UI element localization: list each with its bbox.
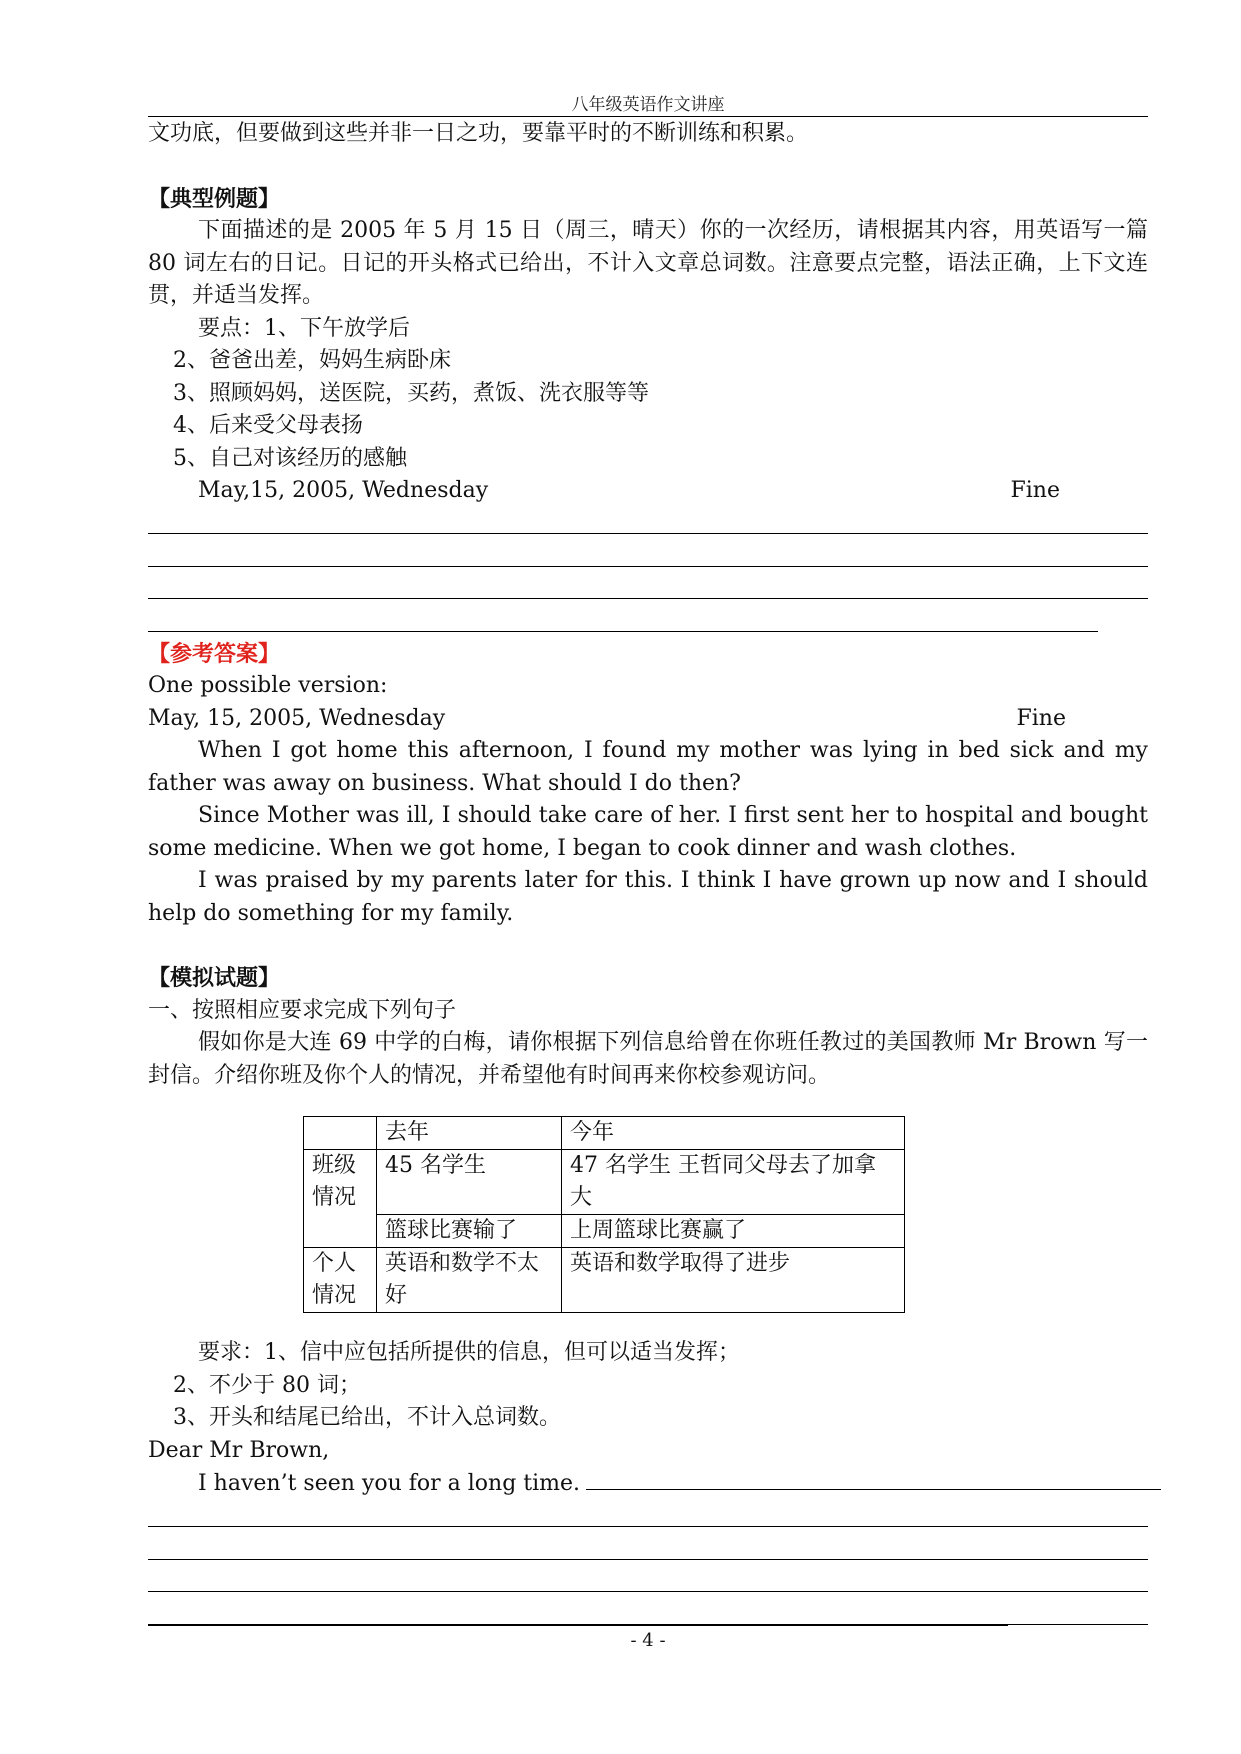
example-prompt: 下面描述的是 2005 年 5 月 15 日（周三，晴天）你的一次经历，请根据其内容，用英语写一篇 80 词左右的日记。日记的开头格式已给出，不计入文章总词数。注意要点完整，语法正确，上下文连贯，并适当发挥。: [148, 218, 1148, 308]
answer-diary-weather: Fine: [1016, 705, 1066, 731]
example-diary-header: [148, 475, 1148, 508]
requirement-3: 3、开头和结尾已给出，不计入总词数。: [173, 1405, 561, 1430]
intro-line: 文功底，但要做到这些并非一日之功，要靠平时的不断训练和积累。: [148, 121, 809, 146]
answer-blank-line[interactable]: [148, 605, 1148, 638]
answer-paragraph: I was praised by my parents later for this. I think I have grown up now and I should help do something for my family.: [148, 868, 1148, 926]
example-point-1: 要点：1、下午放学后: [198, 315, 410, 341]
answer-blank-line[interactable]: [148, 540, 1148, 573]
table-cell: 45 名学生: [377, 1150, 562, 1215]
requirement-1: 要求：1、信中应包括所提供的信息，但可以适当发挥；: [198, 1340, 740, 1365]
table-cell: 上周篮球比赛赢了: [562, 1215, 905, 1248]
footer-rule: [148, 1624, 1008, 1626]
answer-heading: 【参考答案】: [148, 640, 281, 667]
example-point-3: 3、照顾妈妈，送医院，买药，煮饭、洗衣服等等: [173, 380, 649, 406]
page-number: - 4 -: [630, 1630, 666, 1651]
table-cell: 篮球比赛输了: [377, 1215, 562, 1248]
table-row: [304, 1215, 905, 1248]
table-row: [304, 1248, 905, 1313]
table-col-header-last-year: 去年: [377, 1117, 562, 1150]
spacer: [148, 930, 1148, 962]
writing-blank[interactable]: [586, 1467, 1161, 1490]
answer-blank-line[interactable]: [148, 573, 1148, 606]
answer-diary-date: May, 15, 2005, Wednesday: [148, 705, 446, 731]
example-diary-weather: Fine: [1010, 478, 1060, 503]
answer-version-label: One possible version:: [148, 673, 388, 698]
example-point-4: 4、后来受父母表扬: [173, 413, 363, 438]
page-header-title: 八年级英语作文讲座: [571, 95, 725, 115]
answer-paragraph: When I got home this afternoon, I found my mother was lying in bed sick and my father was away on business. What should I do then?: [148, 738, 1148, 796]
example-heading: 【典型例题】: [148, 185, 281, 212]
example-point-5: 5、自己对该经历的感触: [173, 445, 407, 471]
header-rule: [148, 116, 1148, 117]
writing-blank-line[interactable]: [148, 1566, 1148, 1599]
requirement-2: 2、不少于 80 词；: [173, 1372, 361, 1398]
table-corner-cell: [304, 1117, 377, 1150]
mock-prompt: 假如你是大连 69 中学的白梅，请你根据下列信息给曾在你班任教过的美国教师 Mr Brown 写一封信。介绍你班及你个人的情况，并希望他有时间再来你校参观访问。: [148, 1030, 1148, 1088]
writing-blank-line[interactable]: [148, 1501, 1148, 1534]
table-row-label-personal: 个人情况: [304, 1248, 377, 1313]
table-col-header-this-year: 今年: [562, 1117, 905, 1150]
answer-blank-line[interactable]: [148, 508, 1148, 541]
mock-heading: 【模拟试题】: [148, 965, 281, 991]
answer-paragraph: Since Mother was ill, I should take care of her. I first sent her to hospital and bought some medicine. When we got home, I began to cook dinner and wash clothes.: [148, 803, 1148, 861]
example-point-2: 2、爸爸出差，妈妈生病卧床: [173, 348, 451, 373]
spacer: [148, 151, 1148, 183]
table-header-row: [304, 1117, 905, 1150]
page-content: [148, 118, 1148, 1631]
answer-diary-header: [148, 703, 1148, 736]
table-row: [304, 1150, 905, 1215]
table-cell: 英语和数学不太好: [377, 1248, 562, 1313]
letter-salutation: Dear Mr Brown,: [148, 1437, 330, 1463]
table-row-label-class: 班级情况: [304, 1150, 377, 1248]
writing-blank-line[interactable]: [148, 1533, 1148, 1566]
letter-opening-line: [148, 1467, 1148, 1501]
mock-task: 一、按照相应要求完成下列句子: [148, 997, 457, 1023]
example-diary-date: May,15, 2005, Wednesday: [198, 478, 489, 503]
table-cell: 英语和数学取得了进步: [562, 1248, 905, 1313]
info-table: [303, 1116, 905, 1313]
table-cell: 47 名学生 王哲同父母去了加拿大: [562, 1150, 905, 1215]
letter-opening: I haven’t seen you for a long time.: [198, 1471, 581, 1496]
